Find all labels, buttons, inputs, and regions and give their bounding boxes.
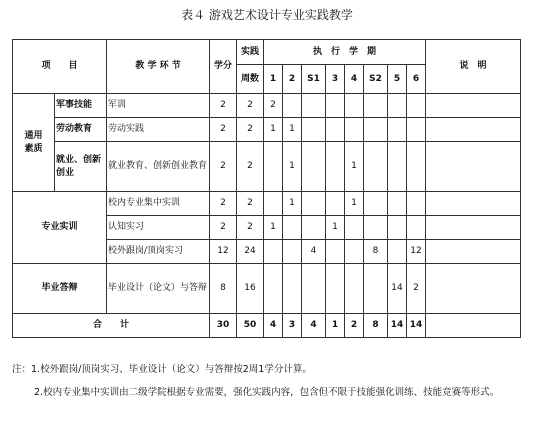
table-row [13, 264, 521, 314]
cell-term [326, 264, 345, 314]
group-graduation: 毕业答辩 [13, 264, 107, 314]
cell-term [407, 216, 426, 240]
cell-term: 8 [364, 240, 388, 264]
total-term: 1 [326, 314, 345, 338]
cell-weeks: 2 [237, 142, 264, 192]
cell-term [388, 240, 407, 264]
cell-term [264, 192, 283, 216]
cell-term [364, 264, 388, 314]
cell-term [302, 192, 326, 216]
table-row [13, 142, 521, 192]
cell-term: 1 [283, 118, 302, 142]
cell-term [283, 240, 302, 264]
group-general: 通用 素质 [13, 94, 55, 192]
cell-link: 就业教育、创新创业教育 [107, 142, 210, 192]
cell-remark [426, 142, 521, 192]
cell-term [326, 94, 345, 118]
header-term: 6 [407, 65, 426, 94]
cell-link: 校外跟岗/顶岗实习 [107, 240, 210, 264]
cell-term [364, 142, 388, 192]
total-term: 4 [264, 314, 283, 338]
cell-term [407, 94, 426, 118]
cell-remark [426, 264, 521, 314]
cell-term: 1 [283, 142, 302, 192]
total-term: 4 [302, 314, 326, 338]
cell-credit: 8 [210, 264, 237, 314]
total-term: 3 [283, 314, 302, 338]
header-term: 3 [326, 65, 345, 94]
cell-weeks: 2 [237, 94, 264, 118]
cell-term [264, 240, 283, 264]
cell-term: 1 [345, 142, 364, 192]
sub-labor: 劳动教育 [55, 118, 107, 142]
total-term: 14 [407, 314, 426, 338]
table-row [13, 94, 521, 118]
practice-teaching-table [12, 39, 521, 338]
cell-term [326, 192, 345, 216]
cell-term: 1 [264, 216, 283, 240]
cell-remark [426, 118, 521, 142]
total-weeks: 50 [237, 314, 264, 338]
cell-term: 1 [326, 216, 345, 240]
cell-remark [426, 94, 521, 118]
cell-credit: 2 [210, 118, 237, 142]
table-title: 表４ 游戏艺术设计专业实践教学 [181, 8, 353, 22]
cell-credit: 2 [210, 142, 237, 192]
cell-term [264, 142, 283, 192]
header-practice-top: 实践 [237, 40, 264, 65]
cell-term [388, 216, 407, 240]
cell-term: 4 [302, 240, 326, 264]
header-term: S2 [364, 65, 388, 94]
cell-term [364, 216, 388, 240]
total-label: 合 计 [13, 314, 210, 338]
cell-term [345, 240, 364, 264]
cell-term [302, 264, 326, 314]
cell-term: 1 [264, 118, 283, 142]
table-row [13, 192, 521, 216]
cell-term: 14 [388, 264, 407, 314]
note-2: 2.校内专业集中实训由二级学院根据专业需要，强化实践内容，包含但不限于技能强化训练、技能竞赛等形式。 [34, 387, 500, 398]
cell-term: 2 [407, 264, 426, 314]
cell-weeks: 2 [237, 216, 264, 240]
sub-military: 军事技能 [55, 94, 107, 118]
cell-term [283, 94, 302, 118]
cell-term: 1 [345, 192, 364, 216]
cell-term [326, 240, 345, 264]
cell-weeks: 2 [237, 118, 264, 142]
header-project: 项 目 [13, 40, 107, 94]
cell-term: 1 [283, 192, 302, 216]
cell-remark [426, 216, 521, 240]
cell-term: 12 [407, 240, 426, 264]
cell-term [407, 118, 426, 142]
cell-link: 军训 [107, 94, 210, 118]
cell-credit: 2 [210, 94, 237, 118]
cell-term [345, 264, 364, 314]
cell-term [364, 192, 388, 216]
cell-weeks: 16 [237, 264, 264, 314]
cell-weeks: 2 [237, 192, 264, 216]
header-term: 2 [283, 65, 302, 94]
cell-term [388, 192, 407, 216]
cell-term: 2 [264, 94, 283, 118]
cell-weeks: 24 [237, 240, 264, 264]
cell-term [364, 118, 388, 142]
total-term: 14 [388, 314, 407, 338]
header-schedule: 执 行 学 期 [264, 40, 426, 65]
sub-employment: 就业、创新 创业 [55, 142, 107, 192]
cell-term [364, 94, 388, 118]
cell-term [302, 216, 326, 240]
cell-term [283, 264, 302, 314]
cell-link: 认知实习 [107, 216, 210, 240]
cell-term [388, 142, 407, 192]
cell-term [283, 216, 302, 240]
table-row [13, 118, 521, 142]
header-term: 5 [388, 65, 407, 94]
cell-credit: 2 [210, 216, 237, 240]
cell-term [326, 118, 345, 142]
cell-term [407, 192, 426, 216]
cell-term [302, 142, 326, 192]
header-term: S1 [302, 65, 326, 94]
cell-term [345, 94, 364, 118]
cell-term [302, 118, 326, 142]
note-1: 注：1.校外跟岗/顶岗实习、毕业设计（论文）与答辩按2周1学分计算。 [12, 364, 312, 375]
cell-link: 劳动实践 [107, 118, 210, 142]
cell-remark [426, 240, 521, 264]
cell-term [388, 118, 407, 142]
cell-term [388, 94, 407, 118]
total-credit: 30 [210, 314, 237, 338]
total-row [13, 314, 521, 338]
header-link: 教 学 环 节 [107, 40, 210, 94]
cell-credit: 2 [210, 192, 237, 216]
total-term: 2 [345, 314, 364, 338]
header-practice-bottom: 周数 [237, 65, 264, 94]
cell-link: 毕业设计（论文）与答辩 [107, 264, 210, 314]
cell-term [345, 118, 364, 142]
cell-remark [426, 192, 521, 216]
notes [12, 362, 524, 400]
cell-term [407, 142, 426, 192]
cell-remark [426, 314, 521, 338]
header-credit: 学分 [210, 40, 237, 94]
header-remark: 说 明 [426, 40, 521, 94]
cell-term [302, 94, 326, 118]
cell-credit: 12 [210, 240, 237, 264]
cell-term [264, 264, 283, 314]
total-term: 8 [364, 314, 388, 338]
cell-term [345, 216, 364, 240]
cell-term [326, 142, 345, 192]
group-professional: 专业实训 [13, 192, 107, 264]
cell-link: 校内专业集中实训 [107, 192, 210, 216]
header-term: 1 [264, 65, 283, 94]
header-term: 4 [345, 65, 364, 94]
